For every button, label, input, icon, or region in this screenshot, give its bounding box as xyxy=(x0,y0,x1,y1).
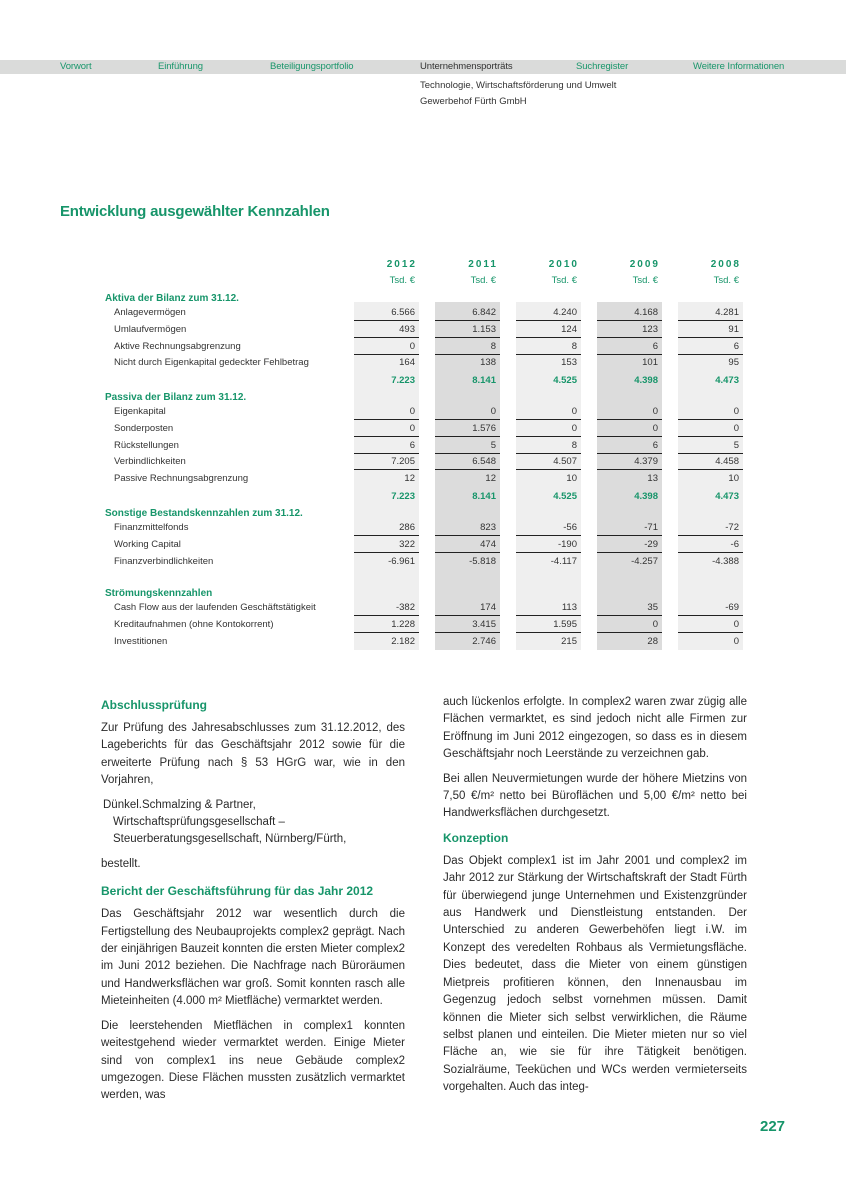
table-cell: 1.576 xyxy=(435,420,500,437)
year-header: 2009 xyxy=(629,259,660,270)
table-cell: 113 xyxy=(516,599,581,616)
table-cell: 823 xyxy=(435,519,500,536)
page-number: 227 xyxy=(760,1118,786,1135)
table-cell: 91 xyxy=(678,321,743,338)
total-cell: 4.525 xyxy=(553,491,577,502)
nav-suchregister[interactable]: Suchregister xyxy=(576,61,629,72)
table-cell: 13 xyxy=(647,473,658,485)
row-label: Nicht durch Eigenkapital gedeckter Fehlbetrag xyxy=(114,357,309,369)
row-label: Verbindlichkeiten xyxy=(114,456,186,468)
table-cell: 0 xyxy=(354,420,419,437)
nav-einfuehrung[interactable]: Einführung xyxy=(158,61,203,72)
section-title: Strömungskennzahlen xyxy=(105,588,213,599)
year-header: 2012 xyxy=(386,259,417,270)
left-text-column xyxy=(101,697,405,1112)
table-cell: 12 xyxy=(485,473,496,485)
right-text-column xyxy=(443,694,747,1104)
table-cell: -4.388 xyxy=(712,555,739,567)
table-cell: 6.548 xyxy=(435,453,500,470)
table-cell: 0 xyxy=(597,420,662,437)
year-header: 2010 xyxy=(548,259,579,270)
table-cell: 4.281 xyxy=(678,304,743,321)
unit-header: Tsd. € xyxy=(470,275,496,286)
auditor-name: Dünkel.Schmalzing & Partner, Wirtschaftsprüfungsgesellschaft – Steuerberatungsgesellschaft, Nürnberg/Fürth, xyxy=(103,798,347,846)
unit-header: Tsd. € xyxy=(713,275,739,286)
row-label: Kreditaufnahmen (ohne Kontokorrent) xyxy=(114,618,274,630)
table-cell: -4.117 xyxy=(550,555,577,567)
table-cell: 215 xyxy=(561,635,577,647)
row-label: Aktive Rechnungsabgrenzung xyxy=(114,340,241,352)
table-cell: 138 xyxy=(480,357,496,369)
table-cell: 0 xyxy=(354,338,419,355)
unit-header: Tsd. € xyxy=(389,275,415,286)
table-cell: -6.961 xyxy=(388,555,415,567)
table-cell: -190 xyxy=(516,536,581,553)
table-cell: 286 xyxy=(354,519,419,536)
table-cell: 0 xyxy=(678,420,743,437)
nav-vorwort[interactable]: Vorwort xyxy=(60,61,92,72)
row-label: Finanzmittelfonds xyxy=(114,522,189,533)
table-cell: -71 xyxy=(597,519,662,536)
row-label: Working Capital xyxy=(114,538,181,550)
table-cell: 2.746 xyxy=(472,635,496,647)
paragraph: Das Objekt complex1 ist im Jahr 2001 und complex2 im Jahr 2012 zur Stärkung der Wirtschaftskraft der Stadt Fürth für überwiegend junge Unternehmen und Existenzgründer aus Handwerk und Dienstleistung entstanden. Der Unterschied zu anderen Gewerbehöfen liegt i.W. im Konzept des veredelten Rohbaus als Vermietungsfläche. Dies bedeutet, dass die Mieter von einem günstigen Mietpreis profitieren können, den Innenausbau im Gegenzug jedoch selbst vornehmen müssen. Damit können die Mieter sich selbst verwirklichen, die Räume selbst planen und einteilen. Die Mieter mieten nur so viel Fläche an, wie sie für ihre Tätigkeit benötigen. Sozialräume, Teeküchen und WCs werden vermieterseits vorgehalten. Auch das integ- xyxy=(443,854,747,1094)
unit-header: Tsd. € xyxy=(632,275,658,286)
breadcrumb-company: Gewerbehof Fürth GmbH xyxy=(420,96,527,107)
table-cell: -382 xyxy=(354,599,419,616)
table-cell: 4.458 xyxy=(678,453,743,470)
row-label: Eigenkapital xyxy=(114,406,166,417)
paragraph: Das Geschäftsjahr 2012 war wesentlich durch die Fertigstellung des Neubauprojekts complex2 geprägt. Nach der einjährigen Bauzeit konnten die ersten Mieter complex2 im Juni 2012 beziehen. Die Nachfrage nach Büroräumen und Handwerksflächen war groß. Somit konnten rasch alle Mieteinheiten (4.000 m² Mietfläche) vermarktet werden. xyxy=(101,908,405,1008)
nav-weitere-informationen[interactable]: Weitere Informationen xyxy=(693,61,785,72)
total-cell: 4.473 xyxy=(715,491,739,502)
table-cell: 1.228 xyxy=(354,616,419,633)
breadcrumb-category: Technologie, Wirtschaftsförderung und Umwelt xyxy=(420,80,617,91)
table-cell: 5 xyxy=(435,437,500,454)
table-cell: 5 xyxy=(678,437,743,454)
section-title: Passiva der Bilanz zum 31.12. xyxy=(105,392,247,403)
page-title: Entwicklung ausgewählter Kennzahlen xyxy=(60,203,330,220)
table-cell: 493 xyxy=(354,321,419,338)
heading-konzeption: Konzeption xyxy=(443,830,509,845)
paragraph: Zur Prüfung des Jahresabschlusses zum 31.12.2012, des Lageberichts für das Geschäftsjahr 2012 sowie für die erweiterte Prüfung nach § 53 HGrG war, wie in den Vorjahren, xyxy=(101,722,405,787)
paragraph: Die leerstehenden Mietflächen in complex1 konnten weitestgehend wieder vermarktet werden. Einige Mieter sind von complex1 ins neue Gebäude complex2 umgezogen. Diese Flächen mussten zusätzlich vermarktet werden, was xyxy=(101,1019,405,1102)
table-cell: 0 xyxy=(516,420,581,437)
table-cell: 6 xyxy=(597,338,662,355)
table-cell: 95 xyxy=(728,357,739,369)
table-cell: 3.415 xyxy=(435,616,500,633)
row-label: Passive Rechnungsabgrenzung xyxy=(114,473,249,485)
table-cell: 4.168 xyxy=(597,304,662,321)
table-cell: 474 xyxy=(435,536,500,553)
table-cell: 8 xyxy=(516,437,581,454)
table-cell: 0 xyxy=(733,635,739,647)
table-cell: 322 xyxy=(354,536,419,553)
table-cell: 6.566 xyxy=(354,304,419,321)
unit-header: Tsd. € xyxy=(551,275,577,286)
table-cell: 10 xyxy=(566,473,577,485)
table-cell: 124 xyxy=(516,321,581,338)
table-cell: 6.842 xyxy=(435,304,500,321)
table-cell: -56 xyxy=(516,519,581,536)
row-label: Anlagevermögen xyxy=(114,307,186,318)
table-cell: 1.153 xyxy=(435,321,500,338)
paragraph: bestellt. xyxy=(101,857,141,870)
table-cell: -6 xyxy=(678,536,743,553)
table-cell: 0 xyxy=(435,403,500,420)
row-label: Cash Flow aus der laufenden Geschäftstätigkeit xyxy=(114,602,316,613)
table-cell: 10 xyxy=(728,473,739,485)
table-cell: 164 xyxy=(399,357,415,369)
table-cell: 174 xyxy=(435,599,500,616)
heading-bericht-geschaeftsfuehrung: Bericht der Geschäftsführung für das Jahr 2012 xyxy=(101,884,374,899)
total-cell: 4.525 xyxy=(553,375,577,386)
section-title: Aktiva der Bilanz zum 31.12. xyxy=(105,293,239,304)
table-cell: 101 xyxy=(642,357,658,369)
table-cell: 0 xyxy=(354,403,419,420)
total-cell: 4.473 xyxy=(715,375,739,386)
year-header: 2011 xyxy=(468,259,498,270)
table-cell: -29 xyxy=(597,536,662,553)
heading-abschlusspruefung: Abschlussprüfung xyxy=(101,698,208,712)
table-cell: 0 xyxy=(516,403,581,420)
row-label: Umlaufvermögen xyxy=(114,323,187,335)
year-header: 2008 xyxy=(710,259,741,270)
table-cell: -69 xyxy=(678,599,743,616)
table-cell: 0 xyxy=(597,616,662,633)
row-label: Sonderposten xyxy=(114,422,174,434)
table-cell: 4.240 xyxy=(516,304,581,321)
top-navigation-bar xyxy=(0,60,846,74)
nav-beteiligungsportfolio[interactable]: Beteiligungsportfolio xyxy=(270,61,354,72)
paragraph: Bei allen Neuvermietungen wurde der höhere Mietzins von 7,50 €/m² netto bei Büroflächen und 5,00 €/m² netto bei Handwerksflächen durchgesetzt. xyxy=(443,772,747,820)
table-cell: 8 xyxy=(516,338,581,355)
total-cell: 7.223 xyxy=(391,375,415,386)
total-cell: 8.141 xyxy=(472,375,496,386)
section-title: Sonstige Bestandskennzahlen zum 31.12. xyxy=(105,508,303,519)
row-label: Finanzverbindlichkeiten xyxy=(114,555,214,567)
table-cell: 4.507 xyxy=(516,453,581,470)
table-cell: 4.379 xyxy=(597,453,662,470)
table-cell: 0 xyxy=(678,616,743,633)
table-cell: -5.818 xyxy=(469,555,496,567)
table-cell: 35 xyxy=(597,599,662,616)
table-cell: 7.205 xyxy=(354,453,419,470)
table-cell: 6 xyxy=(597,437,662,454)
table-cell: -4.257 xyxy=(631,555,658,567)
table-cell: 8 xyxy=(435,338,500,355)
table-cell: 0 xyxy=(597,403,662,420)
nav-unternehmensportraets[interactable]: Unternehmensporträts xyxy=(420,61,513,72)
table-cell: 28 xyxy=(647,635,658,647)
total-cell: 4.398 xyxy=(634,491,658,502)
table-cell: 0 xyxy=(678,403,743,420)
table-cell: 1.595 xyxy=(516,616,581,633)
row-label: Investitionen xyxy=(114,635,168,647)
table-cell: 153 xyxy=(561,357,577,369)
total-cell: 4.398 xyxy=(634,375,658,386)
total-cell: 7.223 xyxy=(391,491,415,502)
table-cell: 6 xyxy=(678,338,743,355)
total-cell: 8.141 xyxy=(472,491,496,502)
row-label: Rückstellungen xyxy=(114,439,179,451)
table-cell: -72 xyxy=(678,519,743,536)
table-cell: 6 xyxy=(354,437,419,454)
table-cell: 12 xyxy=(404,473,415,485)
paragraph: auch lückenlos erfolgte. In complex2 waren zwar zügig alle Flächen vermarktet, es sind jedoch nicht alle Firmen zur Eröffnung im Juni 2012 eingezogen, so dass es in diesem Geschäftsjahr noch Leerstände zu verzeichnen gab. xyxy=(443,696,747,761)
table-cell: 2.182 xyxy=(391,635,415,647)
table-cell: 123 xyxy=(597,321,662,338)
